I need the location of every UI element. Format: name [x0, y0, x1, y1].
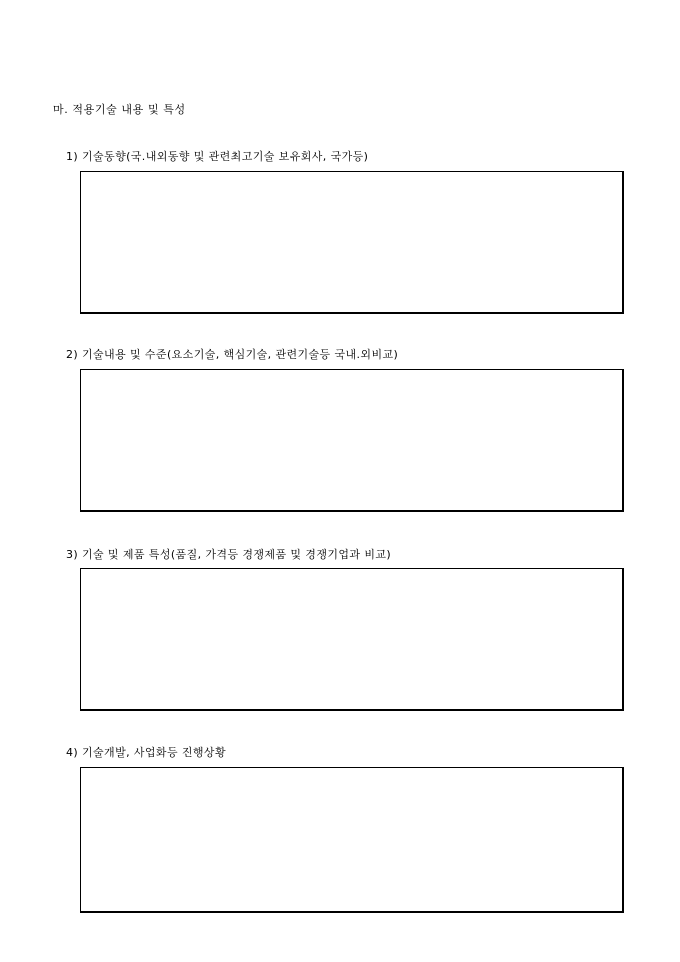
answer-box-tech-trend[interactable]: [80, 171, 624, 314]
answer-box-tech-content-level[interactable]: [80, 369, 624, 512]
section-heading: 마. 적용기술 내용 및 특성: [53, 103, 186, 116]
section-label-product-characteristics: 3) 기술 및 제품 특성(품질, 가격등 경쟁제품 및 경쟁기업과 비교): [66, 548, 392, 561]
section-label-tech-content-level: 2) 기술내용 및 수준(요소기술, 핵심기술, 관련기술등 국내.외비교): [66, 348, 399, 361]
section-label-tech-trend: 1) 기술동향(국.내외동향 및 관련최고기술 보유회사, 국가등): [66, 150, 369, 163]
section-label-development-status: 4) 기술개발, 사업화등 진행상황: [66, 746, 226, 759]
answer-box-product-characteristics[interactable]: [80, 568, 624, 711]
answer-box-development-status[interactable]: [80, 767, 624, 913]
